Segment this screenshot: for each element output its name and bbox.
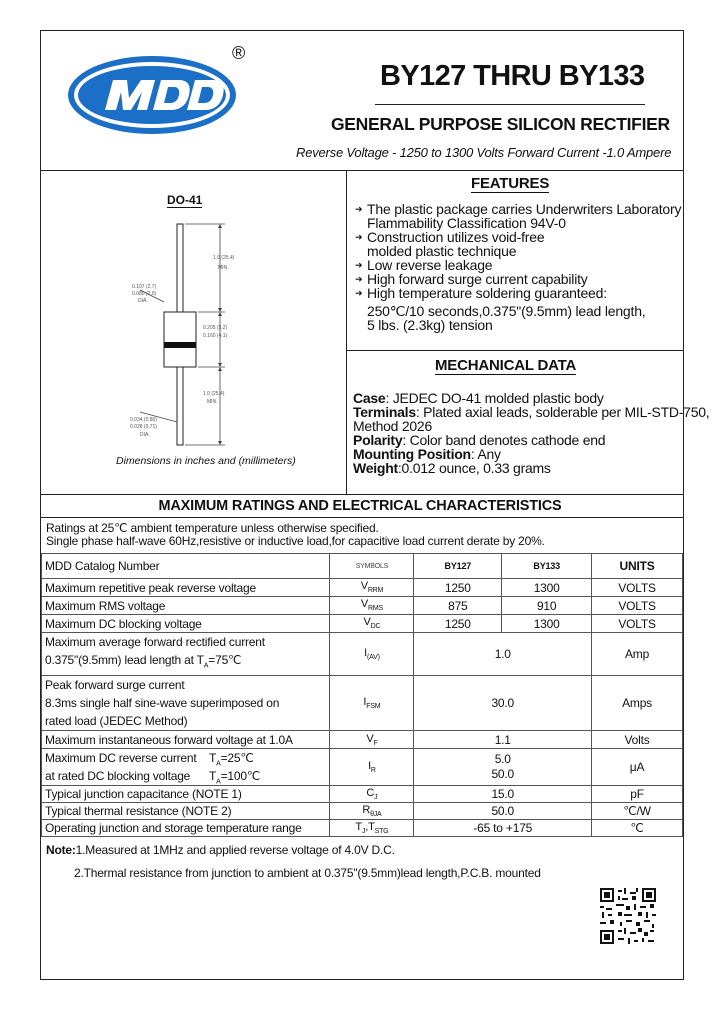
table-row [42, 615, 683, 633]
dimensions-caption: Dimensions in inches and (millimeters) [116, 455, 296, 467]
dim-lead2-length: 1.0 (25.4) [203, 391, 225, 397]
feature-item-cont: 250℃/10 seconds,0.375"(9.5mm) lead length, [367, 303, 646, 319]
symbol-cell: $T_J,T_{STG}$ [330, 820, 414, 837]
feature-item: ➜ Construction utilizes void-free [355, 229, 545, 245]
table-row [42, 820, 683, 837]
param-cell: Maximum DC reverse current $T_A=25℃$ at rated DC blocking voltage $T_A=100℃$ [42, 749, 330, 786]
param-cell: Maximum DC blocking voltage [42, 615, 330, 633]
unit-cell: VOLTS [592, 615, 683, 633]
symbol-cell: $R_{\theta JA}$ [330, 803, 414, 820]
header-by133: BY133 [502, 554, 592, 579]
table-row [42, 633, 683, 676]
dim-lead-length: 1.0 (25.4) [213, 255, 235, 261]
dim-body-dia: DIA. [138, 298, 148, 304]
param-cell: Maximum average forward rectified current 0.375"(9.5mm) lead length at $T_A=75℃$ [42, 633, 330, 676]
by133-cell: 910 [502, 597, 592, 615]
header-units: UNITS [592, 554, 683, 579]
dim-body-len-max: 0.205 (5.2) [203, 325, 228, 331]
feature-item: ➜ High forward surge current capability [355, 271, 588, 287]
divider-vertical [346, 170, 347, 494]
symbol-cell: $V_{DC}$ [330, 615, 414, 633]
by127-cell: 875 [414, 597, 502, 615]
value-cell: 5.0 50.0 [414, 749, 592, 786]
param-cell: Typical junction capacitance (NOTE 1) [42, 786, 330, 803]
symbol-cell: $V_F$ [330, 731, 414, 749]
unit-cell: μA [592, 749, 683, 786]
divider-ratings [40, 494, 684, 495]
ratings-condition: Single phase half-wave 60Hz,resistive or inductive load,for capacitive load current derate by 20%. [46, 534, 545, 548]
value-cell: 1.1 [414, 731, 592, 749]
value-cell: -65 to +175 [414, 820, 592, 837]
do41-outline-drawing [120, 212, 320, 452]
note-2: 2.Thermal resistance from junction to ambient at 0.375"(9.5mm)lead length,P.C.B. mounted [74, 866, 541, 880]
by127-cell: 1250 [414, 615, 502, 633]
symbol-cell: $I_{(AV)}$ [330, 633, 414, 676]
divider-mech [346, 350, 684, 351]
by133-cell: 1300 [502, 615, 592, 633]
arrow-bullet-icon: ➜ [355, 274, 363, 284]
unit-cell: ℃/W [592, 803, 683, 820]
feature-item-cont: molded plastic technique [367, 243, 517, 259]
dim-body-dia-min: 0.080 (2.0) [132, 291, 157, 297]
unit-cell: Amp [592, 633, 683, 676]
value-cell: 1.0 [414, 633, 592, 676]
mech-terminals-method: Method 2026 [353, 418, 432, 434]
param-cell: Maximum RMS voltage [42, 597, 330, 615]
table-row [42, 803, 683, 820]
unit-cell: VOLTS [592, 579, 683, 597]
mech-mounting: Mounting Position: Any [353, 446, 501, 462]
by127-cell: 1250 [414, 579, 502, 597]
symbol-cell: $C_J$ [330, 786, 414, 803]
dim-lead2-min: MIN. [207, 399, 218, 405]
symbol-cell: $V_{RRM}$ [330, 579, 414, 597]
table-row [42, 597, 683, 615]
feature-item-cont: 5 lbs. (2.3kg) tension [367, 317, 493, 333]
features-heading: FEATURES [471, 175, 550, 192]
param-cell: Typical thermal resistance (NOTE 2) [42, 803, 330, 820]
mech-polarity: Polarity: Color band denotes cathode end [353, 432, 606, 448]
feature-item: ➜ Low reverse leakage [355, 257, 493, 273]
qr-code [600, 888, 656, 953]
mech-case: Case: JEDEC DO-41 molded plastic body [353, 390, 604, 406]
dim-lead-dia: DIA. [140, 432, 150, 438]
table-row [42, 579, 683, 597]
ratings-condition: Ratings at 25℃ ambient temperature unless otherwise specified. [46, 521, 379, 535]
symbol-cell: $I_R$ [330, 749, 414, 786]
unit-cell: VOLTS [592, 597, 683, 615]
param-cell: Maximum instantaneous forward voltage at 1.0A [42, 731, 330, 749]
ratings-table [41, 553, 683, 837]
arrow-bullet-icon: ➜ [355, 204, 363, 214]
dim-lead-min: MIN. [218, 265, 229, 271]
registered-mark: ® [232, 43, 246, 63]
mech-terminals: Terminals: Plated axial leads, solderable per MIL-STD-750, [353, 404, 710, 420]
symbol-cell: $V_{RMS}$ [330, 597, 414, 615]
arrow-bullet-icon: ➜ [355, 260, 363, 270]
feature-item: ➜ High temperature soldering guaranteed: [355, 285, 607, 301]
title-underline [375, 104, 645, 105]
header-by127: BY127 [414, 554, 502, 579]
dim-lead-dia-min: 0.028 (0.71) [130, 424, 157, 430]
table-row [42, 786, 683, 803]
dim-body-dia-max: 0.107 (2.7) [132, 284, 157, 290]
table-row [42, 676, 683, 731]
mech-weight: Weight:0.012 ounce, 0.33 grams [353, 460, 551, 476]
divider-ratings-head [40, 517, 684, 518]
feature-item-cont: Flammability Classification 94V-0 [367, 215, 566, 231]
dim-lead-dia-max: 0.034 (0.86) [130, 417, 157, 423]
dim-body-len-min: 0.160 (4.1) [203, 333, 228, 339]
by133-cell: 1300 [502, 579, 592, 597]
param-cell: Peak forward surge current 8.3ms single half sine-wave superimposed on rated load (JEDEC Method) [42, 676, 330, 731]
ratings-heading: MAXIMUM RATINGS AND ELECTRICAL CHARACTERISTICS [158, 498, 562, 514]
divider-top [40, 170, 684, 171]
feature-item: ➜ The plastic package carries Underwriters Laboratory [355, 201, 682, 217]
table-row [42, 731, 683, 749]
param-cell: Operating junction and storage temperature range [42, 820, 330, 837]
header-catalog: MDD Catalog Number [42, 554, 330, 579]
page-title: BY127 THRU BY133 [380, 60, 645, 92]
symbol-cell: $I_{FSM}$ [330, 676, 414, 731]
unit-cell: ℃ [592, 820, 683, 837]
page-subtitle: GENERAL PURPOSE SILICON RECTIFIER [331, 114, 670, 134]
header-symbols: SYMBOLS [330, 554, 414, 579]
mdd-logo [65, 54, 240, 141]
unit-cell: Amps [592, 676, 683, 731]
table-row [42, 749, 683, 786]
arrow-bullet-icon: ➜ [355, 288, 363, 298]
value-cell: 15.0 [414, 786, 592, 803]
arrow-bullet-icon: ➜ [355, 232, 363, 242]
package-name: DO-41 [167, 193, 203, 207]
value-cell: 30.0 [414, 676, 592, 731]
table-header-row [42, 554, 683, 579]
unit-cell: pF [592, 786, 683, 803]
unit-cell: Volts [592, 731, 683, 749]
mechanical-heading: MECHANICAL DATA [435, 357, 577, 374]
value-cell: 50.0 [414, 803, 592, 820]
param-cell: Maximum repetitive peak reverse voltage [42, 579, 330, 597]
ratings-summary: Reverse Voltage - 1250 to 1300 Volts Forward Current -1.0 Ampere [296, 145, 672, 160]
note-1: Note:1.Measured at 1MHz and applied reverse voltage of 4.0V D.C. [46, 843, 395, 857]
